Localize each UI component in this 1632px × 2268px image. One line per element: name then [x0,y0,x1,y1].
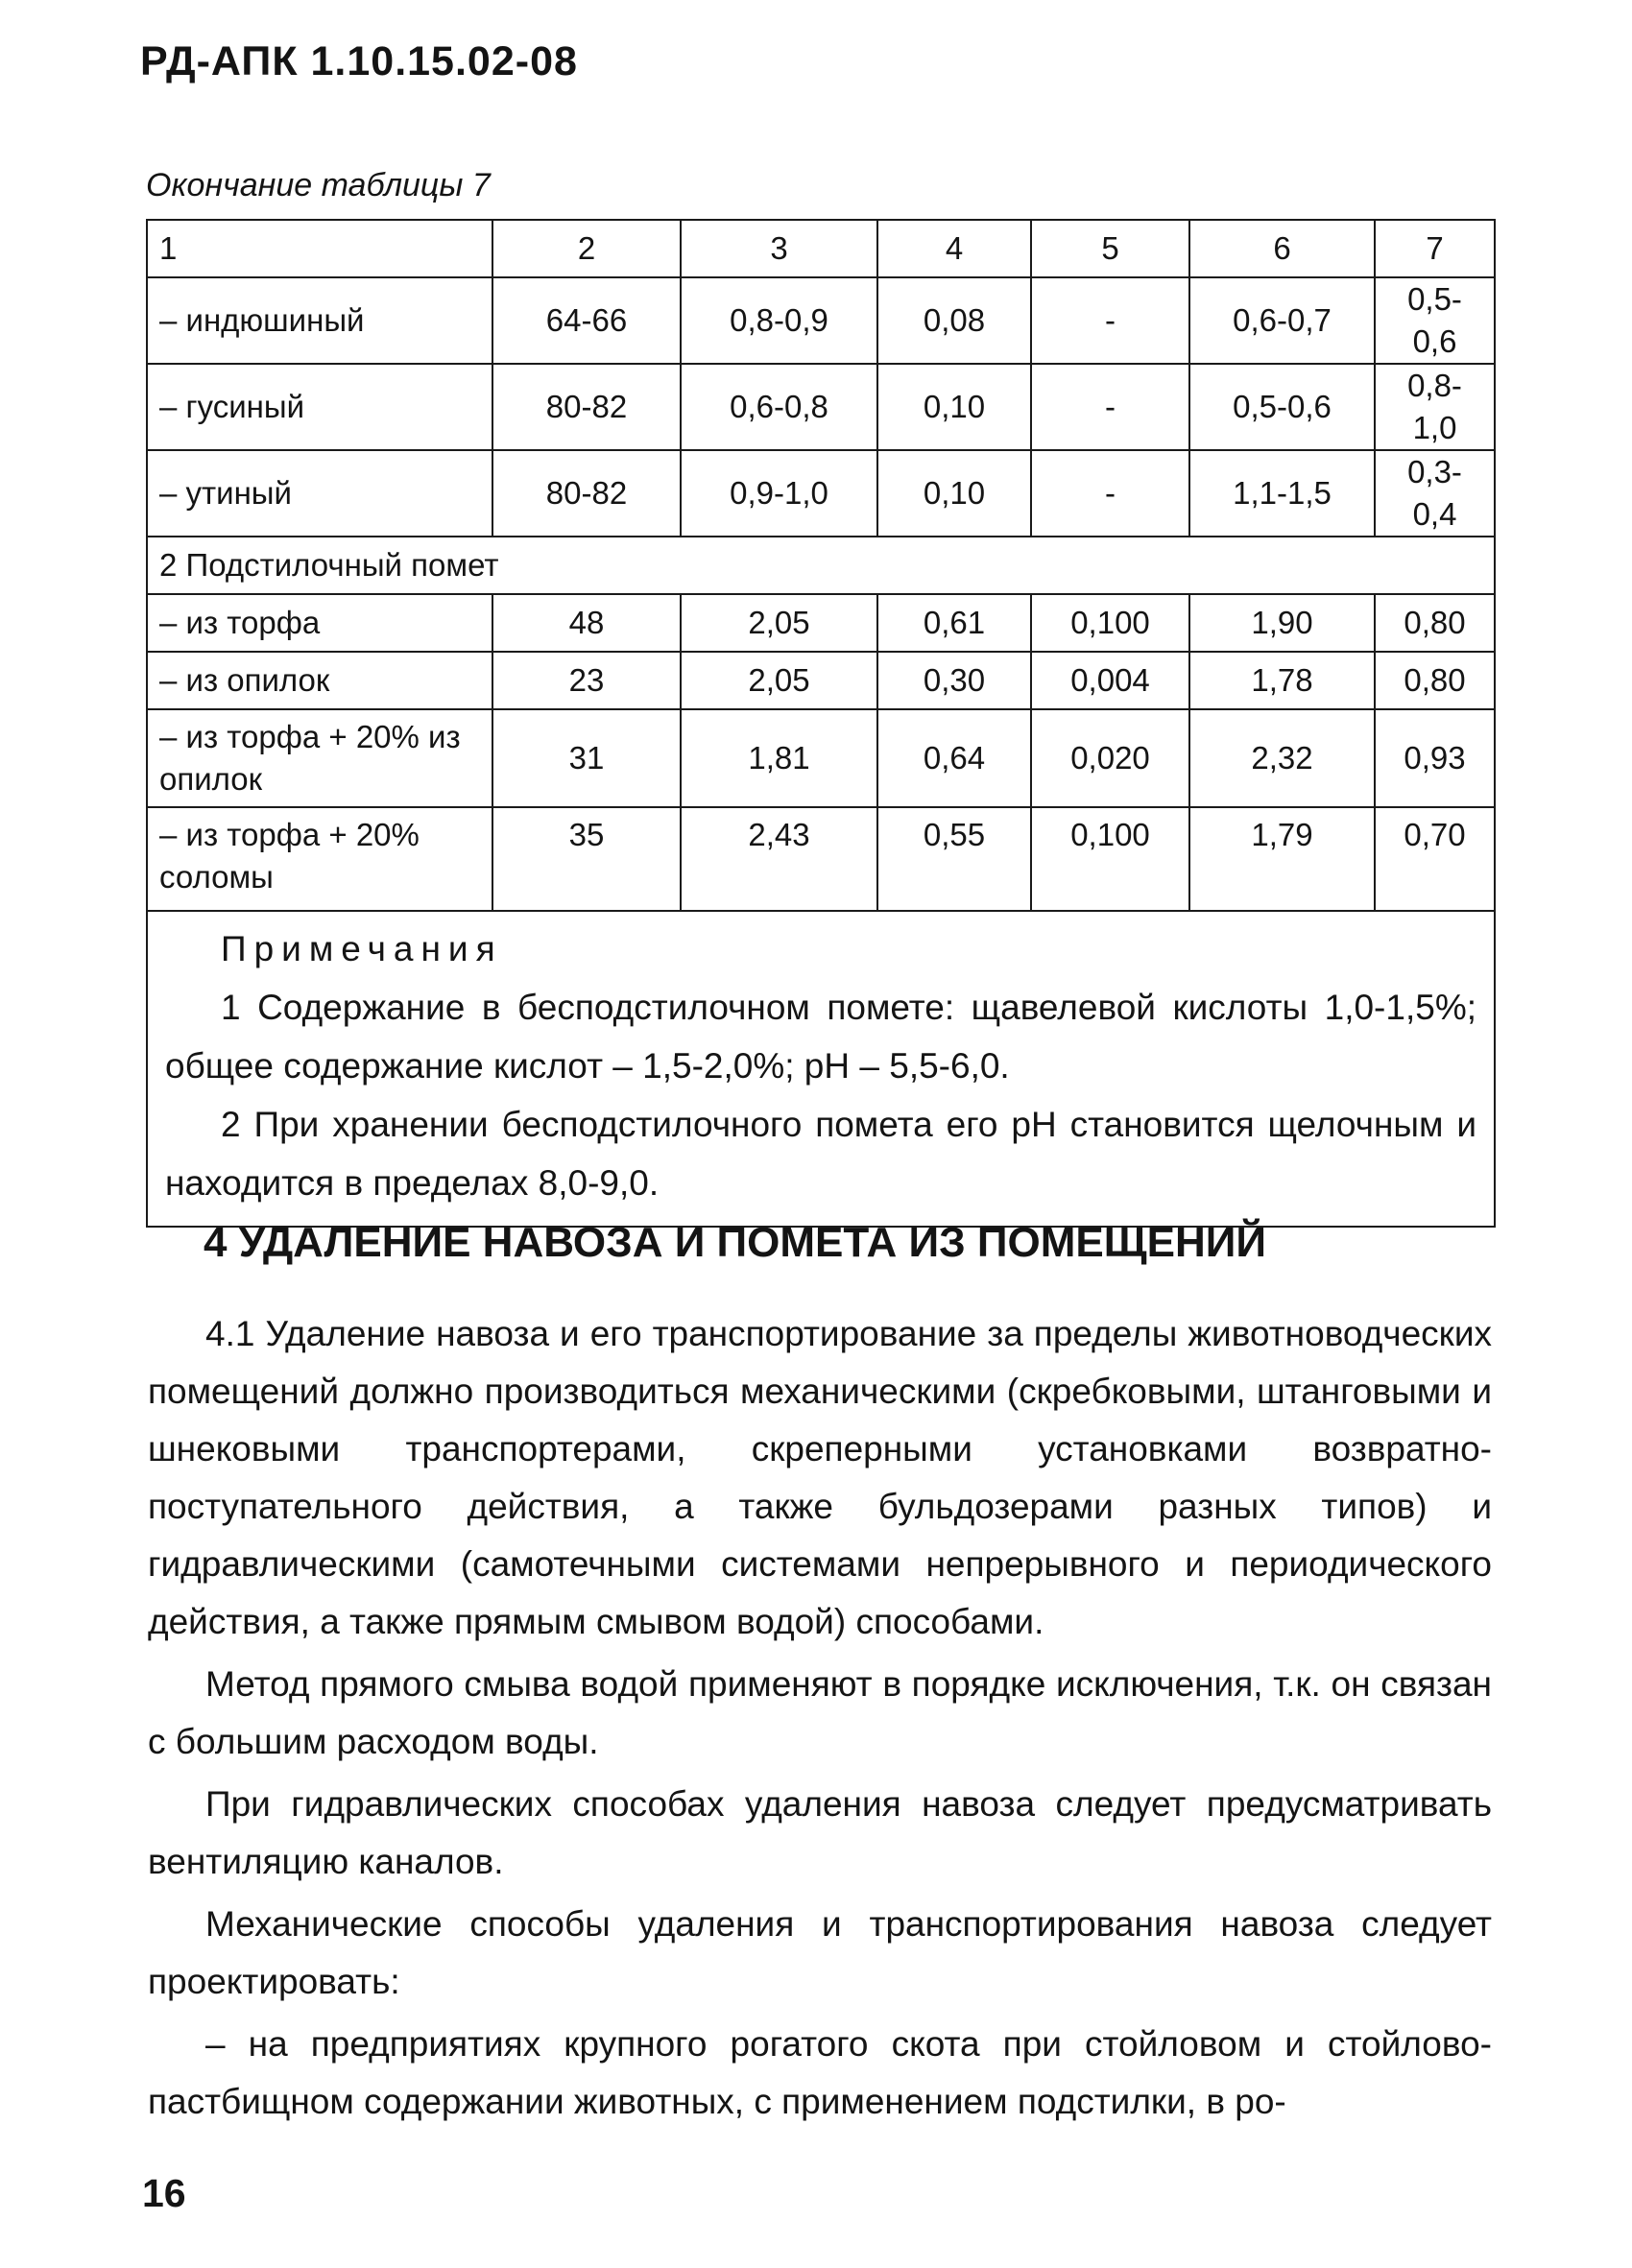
column-header: 2 [492,220,681,277]
table-cell: 2,43 [681,807,877,911]
note-item: 1 Содержание в бесподстилочном помете: щавелевой кислоты 1,0-1,5%; общее содержание кислот – 1,5-2,0%; рН – 5,5-6,0. [165,988,1476,1086]
notes-title: Примечания [221,929,503,968]
table-cell: 35 [492,807,681,911]
column-header: 6 [1189,220,1375,277]
table-cell: 1,79 [1189,807,1375,911]
table-cell: 0,100 [1031,594,1189,652]
table-cell: 1,1-1,5 [1189,450,1375,537]
table-caption: Окончание таблицы 7 [146,167,491,203]
table-cell: - [1031,364,1189,450]
table-cell: 31 [492,709,681,807]
paragraph: При гидравлических способах удаления навоза следует предусматривать вентиляцию каналов. [148,1784,1492,1881]
table-cell: – из торфа [147,594,492,652]
table-cell: - [1031,450,1189,537]
section-body [148,1305,1492,2136]
document-code: РД-АПК 1.10.15.02-08 [140,38,578,84]
table-section-label: 2 Подстилочный помет [147,537,1495,594]
table-cell: 0,100 [1031,807,1189,911]
table-cell: 0,08 [877,277,1031,364]
table-cell: – из опилок [147,652,492,709]
table-cell: 0,3-0,4 [1375,450,1495,537]
table-cell: 0,9-1,0 [681,450,877,537]
data-table [146,219,1496,1228]
table-cell: 2,05 [681,652,877,709]
table-cell: 2,05 [681,594,877,652]
table-cell: 1,81 [681,709,877,807]
table-row [147,807,1495,911]
table-row [147,652,1495,709]
paragraph: Механические способы удаления и транспортирования навоза следует проектировать: [148,1904,1492,2001]
column-header: 1 [147,220,492,277]
table-row [147,594,1495,652]
column-header: 3 [681,220,877,277]
table-cell: 2,32 [1189,709,1375,807]
table-cell: – из торфа + 20% соломы [147,807,492,911]
section-title: 4 УДАЛЕНИЕ НАВОЗА И ПОМЕТА ИЗ ПОМЕЩЕНИЙ [204,1219,1266,1266]
header-row [147,220,1495,277]
table-cell: 23 [492,652,681,709]
table-cell: 0,020 [1031,709,1189,807]
column-header: 7 [1375,220,1495,277]
table-cell: 0,8-1,0 [1375,364,1495,450]
table-cell: 0,10 [877,450,1031,537]
table-cell: 0,5-0,6 [1189,364,1375,450]
table-row [147,277,1495,364]
notes-row [147,911,1495,1227]
table-cell: 0,6-0,7 [1189,277,1375,364]
column-header: 5 [1031,220,1189,277]
table-cell: 0,70 [1375,807,1495,911]
column-header: 4 [877,220,1031,277]
table-cell: – утиный [147,450,492,537]
table-cell: 0,55 [877,807,1031,911]
table-cell: – гусиный [147,364,492,450]
table-cell: 1,78 [1189,652,1375,709]
table-cell: 0,93 [1375,709,1495,807]
table-cell: 0,8-0,9 [681,277,877,364]
table-cell: 80-82 [492,364,681,450]
table-cell: 0,80 [1375,594,1495,652]
table-row [147,450,1495,537]
table-row [147,709,1495,807]
table-cell: 0,5-0,6 [1375,277,1495,364]
note-item: 2 При хранении бесподстилочного помета его рН становится щелочным и находится в пределах 8,0-9,0. [165,1105,1476,1203]
table-cell: 80-82 [492,450,681,537]
table-cell: 0,61 [877,594,1031,652]
table-cell: 48 [492,594,681,652]
page-number: 16 [142,2171,186,2215]
paragraph: – на предприятиях крупного рогатого скота при стойловом и стойлово-пастбищном содержании животных, с применением подстилки, в ро- [148,2024,1492,2121]
table-cell: 0,10 [877,364,1031,450]
table-cell: 0,6-0,8 [681,364,877,450]
table-row [147,364,1495,450]
table-cell: 1,90 [1189,594,1375,652]
table-section-row [147,537,1495,594]
paragraph: Метод прямого смыва водой применяют в порядке исключения, т.к. он связан с большим расходом воды. [148,1664,1492,1761]
table-cell: 0,80 [1375,652,1495,709]
table-cell: – индюшиный [147,277,492,364]
table-cell: - [1031,277,1189,364]
table-cell: 0,30 [877,652,1031,709]
table-cell: 0,64 [877,709,1031,807]
table-cell: 64-66 [492,277,681,364]
table-notes [147,911,1495,1227]
table-cell: 0,004 [1031,652,1189,709]
paragraph: 4.1 Удаление навоза и его транспортирование за пределы животноводческих помещений должно производиться механическими (скребковыми, штанговыми и шнековыми транспортерами, скреперными установками возвратно-поступательного действия, а также бульдозерами разных типов) и гидравлическими (самотечными системами непрерывного и периодического действия, а также прямым смывом водой) способами. [148,1314,1492,1641]
table-cell: – из торфа + 20% из опилок [147,709,492,807]
